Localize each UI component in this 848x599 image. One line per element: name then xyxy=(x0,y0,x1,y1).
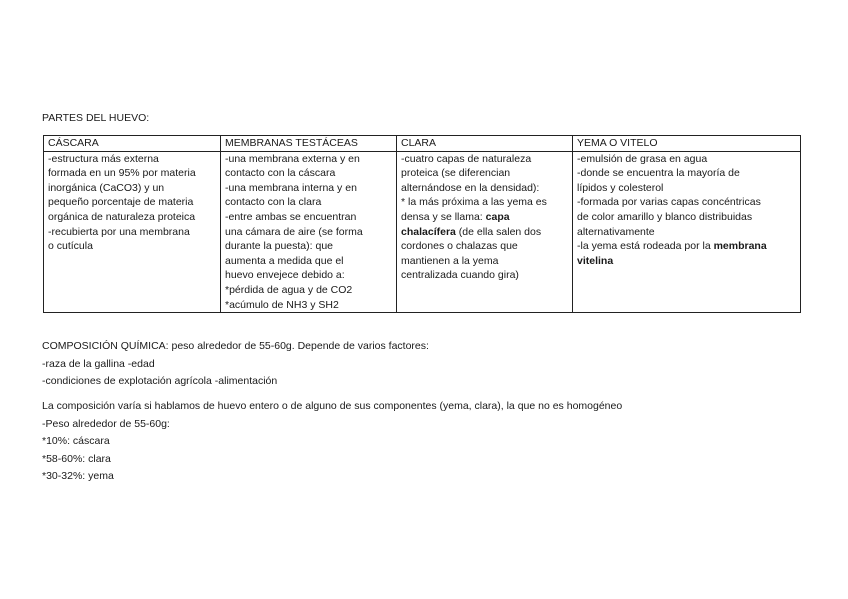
cell-text: (de ella salen dos xyxy=(455,225,542,238)
cell-line: cordones o chalazas que xyxy=(401,240,518,253)
cell-line: o cutícula xyxy=(48,240,93,253)
cell-line: -entre ambas se encuentran xyxy=(225,210,357,223)
cell-clara xyxy=(397,151,573,313)
cell-line: de color amarillo y blanco distribuidas xyxy=(577,210,753,223)
text-line: *30-32%: yema xyxy=(42,470,114,483)
cell-line: huevo envejece debido a: xyxy=(225,269,345,282)
header-clara: CLARA xyxy=(397,136,573,152)
section-title: PARTES DEL HUEVO: xyxy=(42,112,150,124)
cell-line: aumenta a medida que el xyxy=(225,254,344,267)
cell-line: formada en un 95% por materia xyxy=(48,167,196,180)
cell-line: -formada por varias capas concéntricas xyxy=(577,196,761,209)
cell-line xyxy=(401,210,568,225)
cell-line: orgánica de naturaleza proteica xyxy=(48,210,196,223)
cell-line: inorgánica (CaCO3) y un xyxy=(48,181,165,194)
cell-line: *pérdida de agua y de CO2 xyxy=(225,283,353,296)
cell-line: centralizada cuando gira) xyxy=(401,269,519,282)
bold-term: capa xyxy=(485,210,510,223)
cell-line: alternativamente xyxy=(577,225,655,238)
cell-line: -una membrana externa y en xyxy=(225,152,360,165)
cell-line: -recubierta por una membrana xyxy=(48,225,190,238)
table-header-row xyxy=(44,136,801,152)
cell-line: contacto con la cáscara xyxy=(225,167,336,180)
text-line: *58-60%: clara xyxy=(42,452,111,465)
cell-line: lípidos y colesterol xyxy=(577,181,664,194)
cell-line: -estructura más externa xyxy=(48,152,159,165)
egg-parts-table xyxy=(43,135,801,313)
bold-term: chalacífera xyxy=(401,225,456,238)
cell-line xyxy=(401,225,568,240)
text-line: La composición varía si hablamos de huevo entero o de alguno de sus componentes (yema, clara), la que no es homogéneo xyxy=(42,400,623,412)
text-line: -condiciones de explotación agrícola -alimentación xyxy=(42,375,278,388)
cell-membranas xyxy=(221,151,397,313)
cell-line: -donde se encuentra la mayoría de xyxy=(577,167,740,180)
header-membranas: MEMBRANAS TESTÁCEAS xyxy=(221,136,397,152)
cell-line: alternándose en la densidad): xyxy=(401,181,540,194)
bold-term: membrana xyxy=(713,240,767,253)
text-line: *10%: cáscara xyxy=(42,435,110,448)
cell-line: -una membrana interna y en xyxy=(225,181,357,194)
cell-line: * la más próxima a las yema es xyxy=(401,196,547,209)
cell-line: -cuatro capas de naturaleza xyxy=(401,152,532,165)
cell-line: *acúmulo de NH3 y SH2 xyxy=(225,298,339,311)
text-line: -Peso alrededor de 55-60g: xyxy=(42,417,170,430)
text-line: COMPOSICIÓN QUÍMICA: peso alrededor de 55-60g. Depende de varios factores: xyxy=(42,340,429,352)
cell-text: densa y se llama: xyxy=(401,210,486,223)
cell-line: -emulsión de grasa en agua xyxy=(577,152,708,165)
text-line: -raza de la gallina -edad xyxy=(42,357,155,370)
cell-line: proteica (se diferencian xyxy=(401,167,511,180)
chemical-composition xyxy=(42,339,429,392)
cell-line: durante la puesta): que xyxy=(225,240,333,253)
cell-line xyxy=(577,254,796,269)
header-cascara: CÁSCARA xyxy=(44,136,221,152)
composition-details xyxy=(42,399,622,487)
cell-text: -la yema está rodeada por la xyxy=(577,240,714,253)
cell-yema xyxy=(573,151,801,313)
cell-line: una cámara de aire (se forma xyxy=(225,225,363,238)
bold-term: vitelina xyxy=(577,254,614,267)
cell-line: contacto con la clara xyxy=(225,196,322,209)
table-row xyxy=(44,151,801,313)
cell-line xyxy=(577,239,796,254)
cell-line: pequeño porcentaje de materia xyxy=(48,196,194,209)
cell-cascara xyxy=(44,151,221,313)
header-yema: YEMA O VITELO xyxy=(573,136,801,152)
cell-line: mantienen a la yema xyxy=(401,254,499,267)
